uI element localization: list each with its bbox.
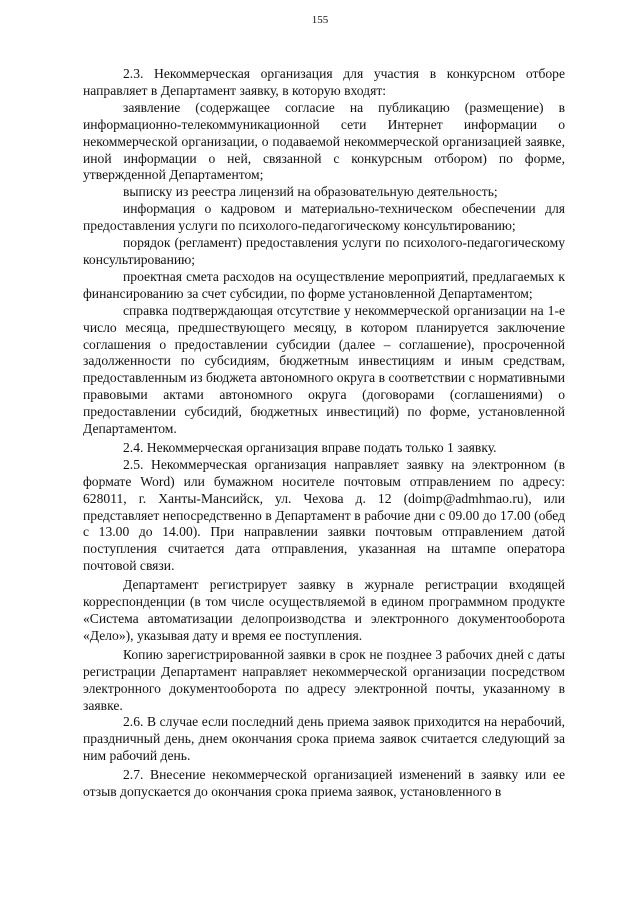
paragraph-application: заявление (содержащее согласие на публикацию (размещение) в информационно-телекоммуникационной сети Интернет информации о некоммерческой организации, о подаваемой некоммерческой организацией заявке, иной информации о ней, связанной с конкурсным отбором) по форме, утвержденной Департаментом; <box>83 99 565 183</box>
document-body <box>83 66 565 801</box>
paragraph-staffing-info: информация о кадровом и материально-техническом обеспечении для предоставления услуги по психолого-педагогическому консультированию; <box>83 201 565 234</box>
page-number: 155 <box>311 14 329 26</box>
paragraph-procedure: порядок (регламент) предоставления услуги по психолого-педагогическому консультированию; <box>83 235 565 267</box>
paragraph-copy: Копию зарегистрированной заявки в срок не позднее 3 рабочих дней с даты регистрации Департамент направляет некоммерческой организации посредством электронного документооборота по адресу электронной почты, указанному в заявке. <box>83 646 565 713</box>
paragraph-debt-certificate: справка подтверждающая отсутствие у некоммерческой организации на 1-е число месяца, предшествующего месяцу, в котором планируется заключение соглашения о предоставлении субсидии (далее – соглашение), просроченной задолженности по субсидиям, бюджетным инвестициям и иным средствам, предоставленным из бюджета автономного округа в соответствии с нормативными правовыми актами автономного округа (договорами (соглашениями) о предоставлении субсидий, бюджетных инвестиций) по форме, установленной Департаментом. <box>83 302 565 437</box>
paragraph-2-7: 2.7. Внесение некоммерческой организацией изменений в заявку или ее отзыв допускается до окончания срока приема заявок, установленного в <box>83 767 565 800</box>
paragraph-2-4: 2.4. Некоммерческая организация вправе подать только 1 заявку. <box>123 439 497 455</box>
paragraph-license-extract: выписку из реестра лицензий на образовательную деятельность; <box>123 184 498 200</box>
paragraph-2-6: 2.6. В случае если последний день приема заявок приходится на нерабочий, праздничный день, днем окончания срока приема заявок считается следующий за ним рабочий день. <box>83 714 565 764</box>
paragraph-2-5: 2.5. Некоммерческая организация направляет заявку на электронном (в формате Word) или бумажном носителе почтовым отправлением по адресу: 628011, г. Ханты-Мансийск, ул. Чехова д. 12 (doimp@admhmao.ru), или представляет непосредственно в Департамент в рабочие дни с 09.00 до 17.00 (обед с 13.00 до 14.00). При направлении заявки почтовым отправлением датой поступления считается дата отправления, указанная на штампе оператора почтовой связи. <box>83 456 565 574</box>
paragraph-registration: Департамент регистрирует заявку в журнале регистрации входящей корреспонденции (в том числе осуществляемой в едином программном продукте «Система автоматизации делопроизводства и электронного документооборота «Дело»), указывая дату и время ее поступления. <box>83 577 565 643</box>
paragraph-cost-estimate: проектная смета расходов на осуществление мероприятий, предлагаемых к финансированию за счет субсидии, по форме установленной Департаментом; <box>83 268 565 301</box>
paragraph-2-3: 2.3. Некоммерческая организация для участия в конкурсном отборе направляет в Департамент заявку, в которую входят: <box>83 66 565 98</box>
